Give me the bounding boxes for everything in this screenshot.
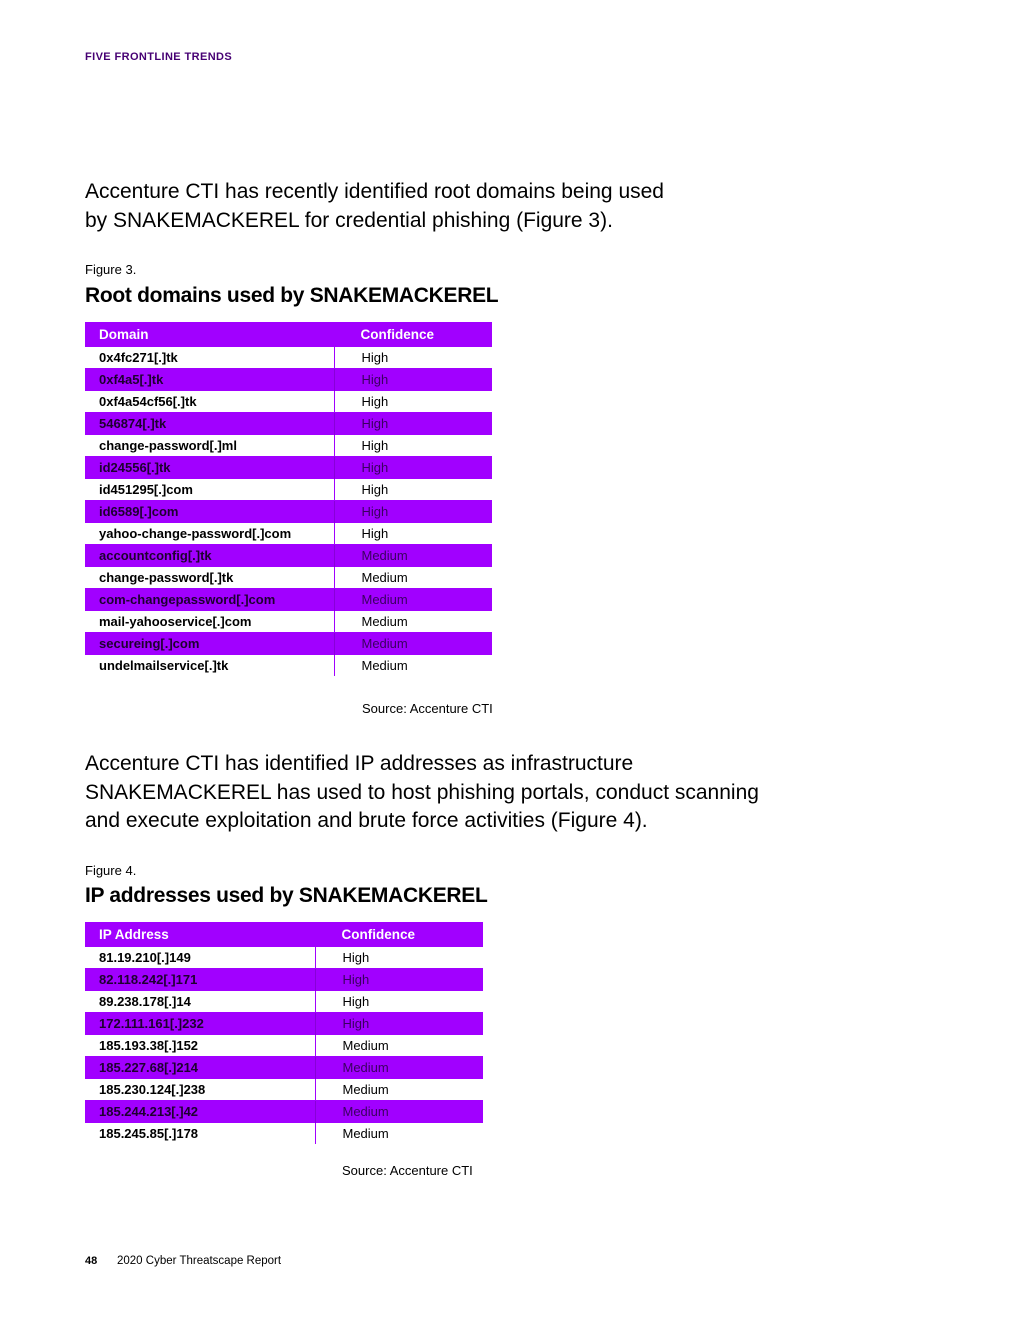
cell-value: com-changepassword[.]com <box>85 589 334 611</box>
intro-paragraph-1: Accenture CTI has recently identified root domains being used by SNAKEMACKEREL for credential phishing (Figure 3). <box>85 180 664 232</box>
cell-value: mail-yahooservice[.]com <box>85 611 334 633</box>
figure-4-source: Source: Accenture CTI <box>342 1163 473 1178</box>
cell-value: undelmailservice[.]tk <box>85 655 334 677</box>
cell-confidence: Medium <box>334 655 492 677</box>
cell-value: 546874[.]tk <box>85 413 334 435</box>
figure-3-label: Figure 3. <box>85 262 137 277</box>
column-header-confidence: Confidence <box>315 922 483 947</box>
cell-value: id6589[.]com <box>85 501 334 523</box>
cell-confidence: High <box>315 991 483 1013</box>
table-row <box>85 1101 483 1123</box>
cell-value: id451295[.]com <box>85 479 334 501</box>
cell-confidence: Medium <box>334 567 492 589</box>
table-row <box>85 611 492 633</box>
cell-value: change-password[.]tk <box>85 567 334 589</box>
table-row <box>85 633 492 655</box>
cell-confidence: High <box>334 347 492 369</box>
cell-value: 185.245.85[.]178 <box>85 1123 315 1145</box>
cell-value: yahoo-change-password[.]com <box>85 523 334 545</box>
cell-confidence: High <box>315 1013 483 1035</box>
cell-confidence: High <box>334 435 492 457</box>
table-row <box>85 567 492 589</box>
page-number: 48 <box>85 1255 98 1267</box>
column-header-domain: Domain <box>85 322 334 347</box>
cell-value: 89.238.178[.]14 <box>85 991 315 1013</box>
cell-value: 172.111.161[.]232 <box>85 1013 315 1035</box>
cell-confidence: High <box>315 947 483 969</box>
cell-confidence: Medium <box>334 611 492 633</box>
table-row <box>85 1123 483 1145</box>
cell-confidence: High <box>334 523 492 545</box>
figure-3-source: Source: Accenture CTI <box>362 701 493 716</box>
table-row <box>85 655 492 677</box>
table-row <box>85 969 483 991</box>
cell-confidence: High <box>334 479 492 501</box>
cell-confidence: Medium <box>315 1035 483 1057</box>
figure-3-title: Root domains used by SNAKEMACKEREL <box>85 284 499 307</box>
cell-value: accountconfig[.]tk <box>85 545 334 567</box>
root-domains-table <box>85 322 492 676</box>
table-row <box>85 347 492 369</box>
cell-confidence: High <box>334 391 492 413</box>
cell-confidence: High <box>334 501 492 523</box>
cell-confidence: Medium <box>334 589 492 611</box>
cell-confidence: High <box>334 413 492 435</box>
table-row <box>85 391 492 413</box>
cell-value: 185.230.124[.]238 <box>85 1079 315 1101</box>
cell-confidence: Medium <box>315 1101 483 1123</box>
table-row <box>85 501 492 523</box>
cell-confidence: High <box>334 369 492 391</box>
table-row <box>85 947 483 969</box>
table-row <box>85 479 492 501</box>
table-header-row <box>85 922 483 947</box>
figure-4-title: IP addresses used by SNAKEMACKEREL <box>85 884 488 907</box>
ip-addresses-table <box>85 922 483 1144</box>
cell-value: id24556[.]tk <box>85 457 334 479</box>
cell-confidence: Medium <box>334 633 492 655</box>
table-row <box>85 1035 483 1057</box>
intro-paragraph-2: Accenture CTI has identified IP addresses as infrastructure SNAKEMACKEREL has used to host phishing portals, conduct scanning and execute exploitation and brute force activities (Figure 4). <box>85 752 759 832</box>
table-header-row <box>85 322 492 347</box>
cell-value: 185.227.68[.]214 <box>85 1057 315 1079</box>
table-row <box>85 457 492 479</box>
cell-value: 185.244.213[.]42 <box>85 1101 315 1123</box>
table-row <box>85 589 492 611</box>
cell-confidence: Medium <box>315 1079 483 1101</box>
table-row <box>85 435 492 457</box>
table-row <box>85 991 483 1013</box>
table-row <box>85 413 492 435</box>
cell-value: 185.193.38[.]152 <box>85 1035 315 1057</box>
cell-value: secureing[.]com <box>85 633 334 655</box>
section-label: FIVE FRONTLINE TRENDS <box>85 51 233 63</box>
column-header-confidence: Confidence <box>334 322 492 347</box>
cell-confidence: High <box>334 457 492 479</box>
table-row <box>85 523 492 545</box>
table-row <box>85 1013 483 1035</box>
table-row <box>85 1057 483 1079</box>
cell-confidence: Medium <box>315 1123 483 1145</box>
cell-value: change-password[.]ml <box>85 435 334 457</box>
cell-value: 82.118.242[.]171 <box>85 969 315 991</box>
table-row <box>85 369 492 391</box>
cell-value: 0x4fc271[.]tk <box>85 347 334 369</box>
cell-value: 0xf4a54cf56[.]tk <box>85 391 334 413</box>
figure-4-label: Figure 4. <box>85 863 137 878</box>
footer-report-title: 2020 Cyber Threatscape Report <box>117 1255 282 1267</box>
cell-confidence: Medium <box>315 1057 483 1079</box>
cell-confidence: High <box>315 969 483 991</box>
table-row <box>85 1079 483 1101</box>
cell-value: 0xf4a5[.]tk <box>85 369 334 391</box>
cell-value: 81.19.210[.]149 <box>85 947 315 969</box>
column-header-ip-address: IP Address <box>85 922 315 947</box>
table-row <box>85 545 492 567</box>
cell-confidence: Medium <box>334 545 492 567</box>
